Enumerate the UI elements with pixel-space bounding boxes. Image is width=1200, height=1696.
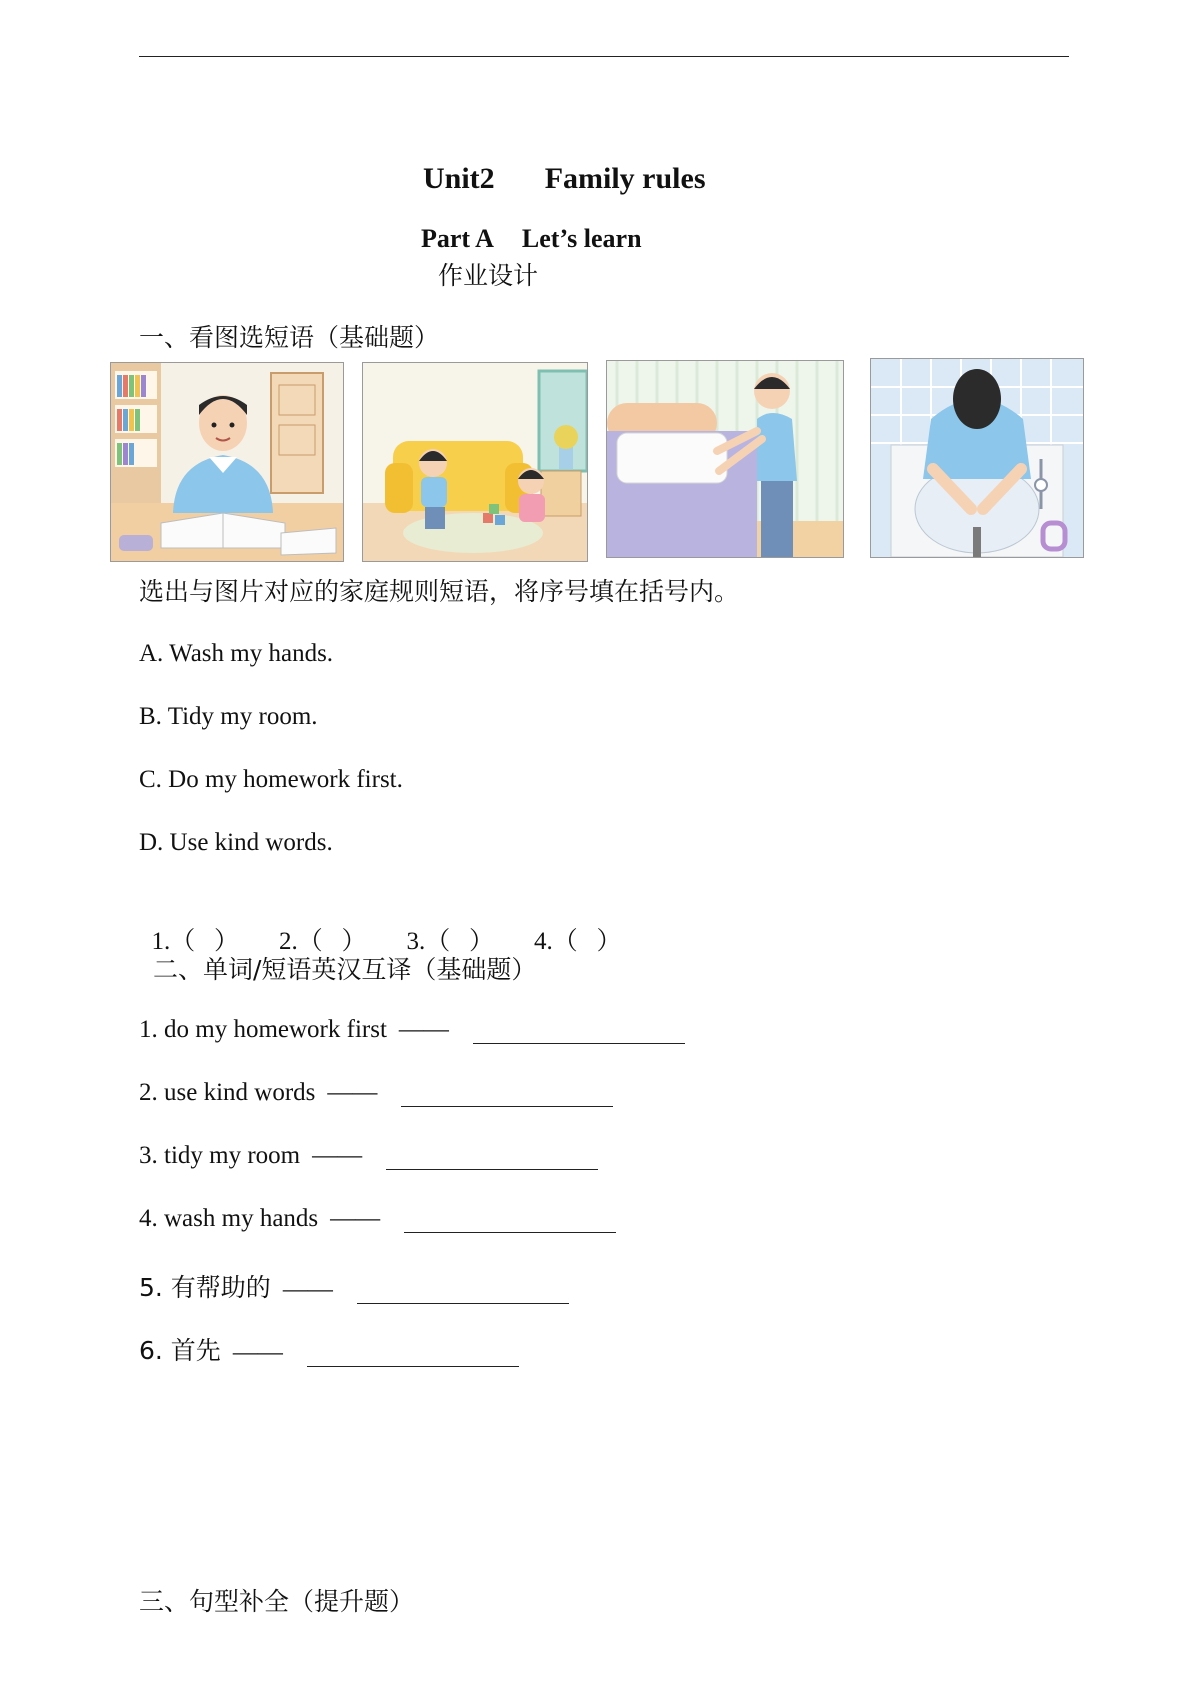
dash: —— xyxy=(398,1016,449,1043)
translation-prompt: 3. tidy my room xyxy=(139,1142,301,1169)
answer-blank[interactable] xyxy=(401,1080,613,1107)
translation-prompt: 4. wash my hands xyxy=(139,1205,319,1232)
answer-slot-1[interactable]: 1.（ ） xyxy=(151,928,240,955)
translation-item-4 xyxy=(139,1205,616,1233)
option-b: B. Tidy my room. xyxy=(139,703,318,730)
translation-item-1 xyxy=(139,1016,685,1044)
answer-slot-4[interactable]: 4.（ ） xyxy=(534,928,622,955)
answer-blank[interactable] xyxy=(386,1143,598,1170)
answer-row xyxy=(139,893,662,957)
translation-prompt: 6. 首先 xyxy=(139,1336,221,1365)
option-c: C. Do my homework first. xyxy=(139,766,403,793)
translation-item-6 xyxy=(139,1331,519,1367)
dash: —— xyxy=(312,1142,363,1169)
translation-prompt: 2. use kind words xyxy=(139,1079,316,1106)
washing-hands-image xyxy=(870,358,1084,558)
part-label: Part A xyxy=(421,224,494,253)
section1-heading: 一、看图选短语（基础题） xyxy=(139,323,440,352)
answer-slot-2[interactable]: 2.（ ） xyxy=(279,928,367,955)
boy-tidying-bed-image xyxy=(606,360,844,558)
section2-heading: 二、单词/短语英汉互译（基础题） xyxy=(153,955,537,984)
kids-playing-on-rug-image xyxy=(362,362,588,562)
dash: —— xyxy=(282,1276,333,1303)
header-rule xyxy=(139,56,1069,57)
translation-prompt: 5. 有帮助的 xyxy=(139,1273,271,1302)
worksheet-subtitle: 作业设计 xyxy=(438,261,539,290)
section1-instruction: 选出与图片对应的家庭规则短语，将序号填在括号内。 xyxy=(139,577,740,606)
translation-item-3 xyxy=(139,1142,598,1170)
answer-blank[interactable] xyxy=(357,1277,569,1304)
translation-item-5 xyxy=(139,1268,569,1304)
answer-blank[interactable] xyxy=(307,1340,519,1367)
unit-number: Unit2 xyxy=(423,162,495,195)
option-d: D. Use kind words. xyxy=(139,829,333,856)
unit-name: Family rules xyxy=(544,162,706,195)
section3-heading: 三、句型补全（提升题） xyxy=(139,1587,415,1616)
unit-title xyxy=(408,128,706,196)
part-name: Let’s learn xyxy=(521,224,642,253)
dash: —— xyxy=(327,1079,378,1106)
translation-prompt: 1. do my homework first xyxy=(139,1016,387,1043)
part-title xyxy=(408,194,642,254)
option-a: A. Wash my hands. xyxy=(139,640,334,667)
translation-item-2 xyxy=(139,1079,613,1107)
boy-doing-homework-image xyxy=(110,362,344,562)
dash: —— xyxy=(330,1205,381,1232)
dash: —— xyxy=(232,1339,283,1366)
answer-blank[interactable] xyxy=(473,1017,685,1044)
answer-slot-3[interactable]: 3.（ ） xyxy=(406,928,495,955)
answer-blank[interactable] xyxy=(404,1206,616,1233)
